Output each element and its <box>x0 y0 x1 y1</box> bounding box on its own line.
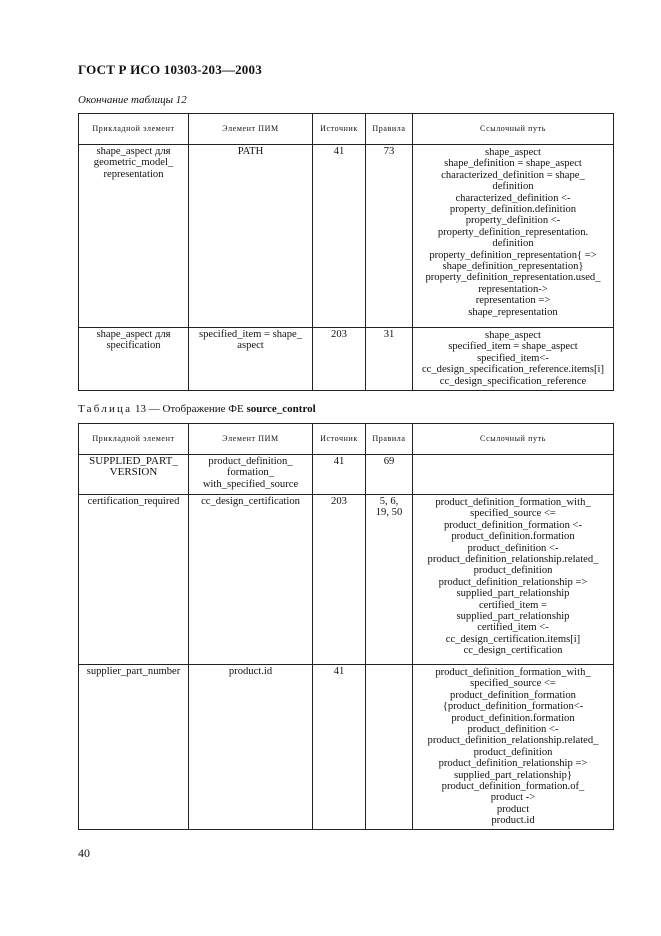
table-row <box>79 455 614 495</box>
cell-application-element <box>79 328 189 391</box>
cell-reference-path-line: product_definition_relationship.related_ <box>427 554 599 566</box>
cell-reference-path-line: definition <box>492 238 534 250</box>
cell-reference-path-line: product <box>496 803 530 815</box>
cell-reference-path-line: product_definition_relationship => <box>438 758 588 770</box>
cell-reference-path-line: certified_item <- <box>477 622 549 634</box>
cell-pim-element-line: product.id <box>228 666 273 677</box>
cell-reference-path-line: product_definition <- <box>467 724 559 736</box>
cell-reference-path-line: shape_aspect <box>485 330 541 341</box>
cell-pim-element-line: cc_design_certification <box>201 496 300 507</box>
cell-pim-element <box>189 328 313 391</box>
cell-rules <box>366 145 413 328</box>
cell-pim-element-line: specified_item = shape_ <box>198 329 303 340</box>
cell-pim-element <box>189 145 313 328</box>
cell-reference-path-line: cc_design_specification_reference <box>439 375 587 387</box>
cell-reference-path-line: {product_definition_formation<- <box>442 701 584 713</box>
cell-pim-element-line: with_specified_source <box>202 478 299 490</box>
cell-pim-element-line: aspect <box>237 340 264 352</box>
cell-reference-path <box>413 145 614 328</box>
cell-application-element-line: shape_aspect для <box>96 329 171 340</box>
column-header-pim-element: Элемент ПИМ <box>189 114 313 145</box>
table-row <box>79 665 614 830</box>
cell-rules-line: 19, 50 <box>375 507 403 519</box>
cell-rules-line: 73 <box>383 146 395 157</box>
cell-reference-path-line: product_definition_relationship.related_ <box>427 735 599 747</box>
cell-application-element <box>79 145 189 328</box>
cell-source: 203 <box>313 328 366 391</box>
cell-application-element-line: specification <box>106 340 161 352</box>
cell-reference-path-line: specified_item = shape_aspect <box>448 341 578 353</box>
cell-reference-path-line: product_definition_formation <box>450 689 576 701</box>
table-12-continuation-caption: Окончание таблицы 12 <box>78 94 187 106</box>
column-header-rules: Правила <box>366 114 413 145</box>
cell-reference-path-line: definition <box>492 181 534 193</box>
cell-reference-path-line: property_definition <- <box>465 215 561 227</box>
table-row <box>79 145 614 328</box>
cell-reference-path-line: specified_source <= <box>470 508 556 520</box>
cell-reference-path-line: shape_representation <box>468 306 558 318</box>
table-13-caption-text: 13 — Отображение ФЕ <box>132 403 247 415</box>
column-header-source: Источник <box>313 114 366 145</box>
cell-reference-path-line: product_definition_formation_with_ <box>435 497 591 508</box>
cell-reference-path-line: property_definition_representation{ => <box>429 249 597 261</box>
cell-rules-line: 69 <box>383 456 395 467</box>
cell-reference-path-line: cc_design_specification_reference.items[i] <box>421 364 605 376</box>
cell-reference-path-line: shape_aspect <box>485 147 541 158</box>
column-header-application-element: Прикладной элемент <box>79 424 189 455</box>
cell-pim-element <box>189 665 313 830</box>
cell-reference-path-line: product_definition <box>473 746 553 758</box>
cell-reference-path <box>413 328 614 391</box>
cell-application-element-line: VERSION <box>109 466 158 479</box>
page-number: 40 <box>78 846 90 860</box>
cell-reference-path-line: shape_definition_representation} <box>442 261 584 273</box>
cell-reference-path-line: product_definition_relationship => <box>438 576 588 588</box>
table-row <box>79 495 614 665</box>
cell-source: 203 <box>313 495 366 665</box>
cell-rules-line: 5, 6, <box>379 496 399 507</box>
column-header-reference-path: Ссылочный путь <box>413 424 614 455</box>
cell-rules <box>366 665 413 830</box>
cell-rules <box>366 495 413 665</box>
table-13 <box>78 423 614 830</box>
cell-reference-path-line: characterized_definition = shape_ <box>441 169 585 181</box>
cell-application-element <box>79 495 189 665</box>
table-13-caption-prefix: Таблица <box>78 403 133 415</box>
cell-application-element-line: geometric_model_ <box>93 157 174 169</box>
table-row <box>79 328 614 391</box>
cell-pim-element-line: product_definition_ <box>208 456 293 467</box>
cell-reference-path-line: representation-> <box>478 283 548 295</box>
cell-reference-path-line: product_definition_formation <- <box>443 519 583 531</box>
cell-reference-path-line: product_definition.formation <box>451 531 575 543</box>
cell-pim-element <box>189 495 313 665</box>
cell-reference-path <box>413 665 614 830</box>
column-header-rules: Правила <box>366 424 413 455</box>
cell-reference-path-line: supplied_part_relationship} <box>453 769 573 781</box>
cell-rules <box>366 328 413 391</box>
cell-reference-path-line: property_definition.definition <box>449 204 577 216</box>
cell-reference-path-line: product_definition <- <box>467 542 559 554</box>
cell-application-element-line: shape_aspect для <box>96 146 171 157</box>
column-header-reference-path: Ссылочный путь <box>413 114 614 145</box>
cell-application-element-line: representation <box>103 168 164 180</box>
cell-reference-path-line: product.id <box>491 815 535 827</box>
cell-reference-path-line: certified_item = <box>478 599 548 611</box>
cell-pim-element-line: PATH <box>237 146 264 157</box>
column-header-application-element: Прикладной элемент <box>79 114 189 145</box>
cell-application-element <box>79 455 189 495</box>
cell-application-element-line: SUPPLIED_PART_ <box>89 455 178 467</box>
cell-rules <box>366 455 413 495</box>
document-header: ГОСТ Р ИСО 10303-203—2003 <box>78 62 262 77</box>
cell-reference-path <box>413 495 614 665</box>
cell-reference-path-line: supplied_part_relationship <box>456 588 570 600</box>
cell-source: 41 <box>313 665 366 830</box>
cell-reference-path-line: shape_definition = shape_aspect <box>444 158 582 170</box>
column-header-pim-element: Элемент ПИМ <box>189 424 313 455</box>
cell-reference-path-line: property_definition_representation. <box>437 226 589 238</box>
cell-pim-element-line: formation_ <box>226 467 275 479</box>
cell-reference-path-line: supplied_part_relationship <box>456 611 570 623</box>
cell-reference-path-line: product_definition.formation <box>451 712 575 724</box>
table-12-body <box>79 145 614 391</box>
cell-reference-path-line: specified_item<- <box>477 352 549 364</box>
cell-reference-path <box>413 455 614 495</box>
cell-reference-path-line: cc_design_certification.items[i] <box>445 633 581 645</box>
table-13-caption-entity: source_control <box>246 403 316 415</box>
table-13-body <box>79 455 614 830</box>
table-13-caption <box>78 403 316 415</box>
cell-reference-path-line: product_definition <box>473 565 553 577</box>
cell-reference-path-line: cc_design_certification <box>463 645 563 657</box>
cell-reference-path-line: specified_source <= <box>470 678 556 690</box>
cell-reference-path-line: characterized_definition <- <box>455 192 571 204</box>
cell-reference-path-line: product_definition_formation_with_ <box>435 667 591 678</box>
cell-application-element <box>79 665 189 830</box>
cell-source: 41 <box>313 145 366 328</box>
table-12 <box>78 113 614 391</box>
cell-reference-path-line: property_definition_representation.used_ <box>425 272 601 284</box>
cell-rules-line: 31 <box>383 329 395 340</box>
cell-reference-path-line: product_definition_formation.of_ <box>441 781 585 793</box>
column-header-source: Источник <box>313 424 366 455</box>
cell-pim-element <box>189 455 313 495</box>
cell-application-element-line: certification_required <box>87 496 180 507</box>
cell-source: 41 <box>313 455 366 495</box>
cell-application-element-line: supplier_part_number <box>86 666 181 677</box>
cell-reference-path-line: product -> <box>490 792 536 804</box>
cell-reference-path-line: representation => <box>475 295 551 307</box>
